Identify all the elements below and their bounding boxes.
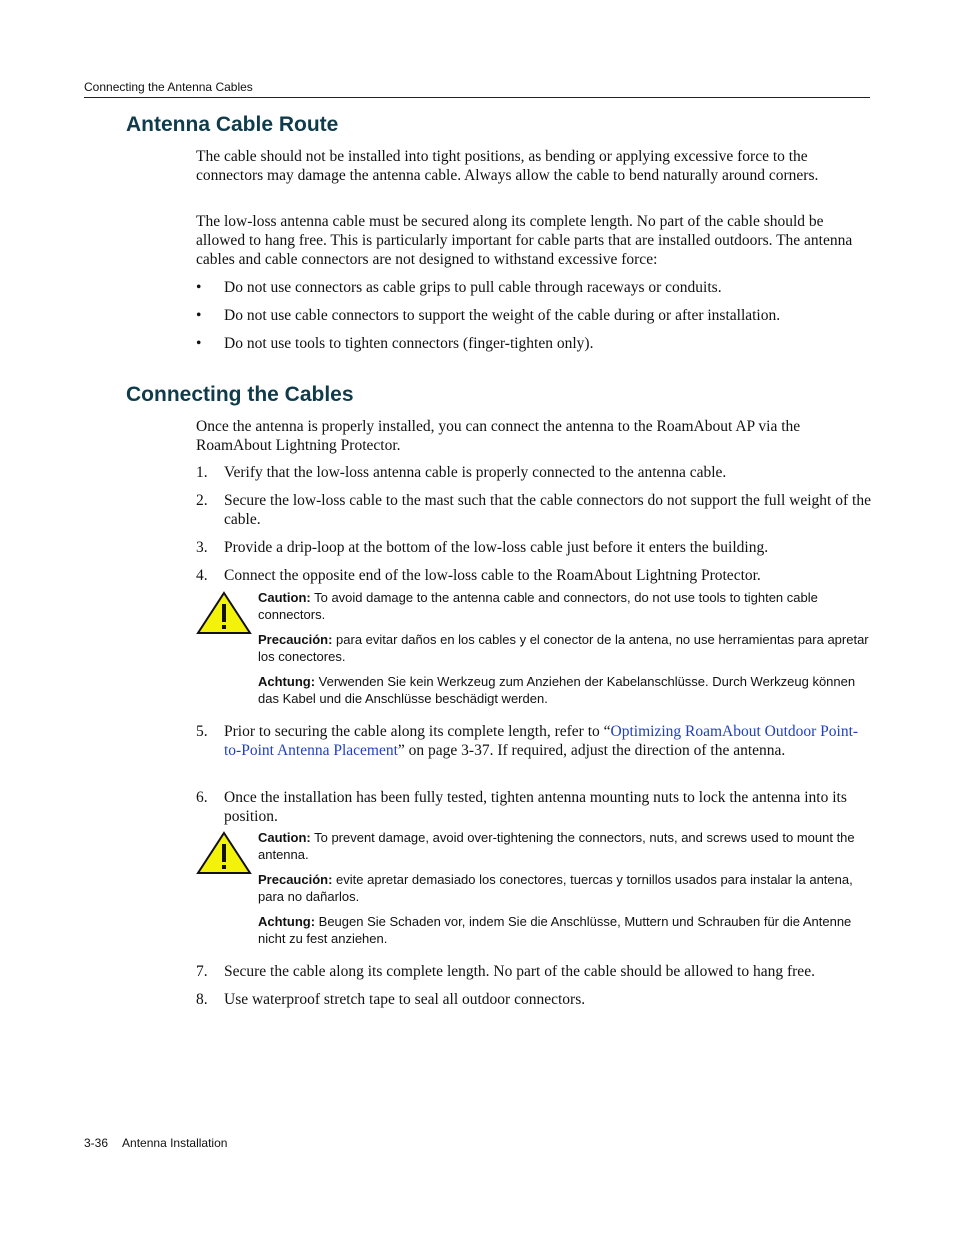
step-item xyxy=(196,491,872,529)
step-item xyxy=(196,566,872,585)
caution-english xyxy=(258,589,872,623)
bullet-marker: • xyxy=(196,307,202,324)
caution-label: Precaución: xyxy=(258,632,333,647)
caution-text: To avoid damage to the antenna cable and connectors, do not use tools to tighten cable connectors. xyxy=(258,590,818,622)
paragraph: The cable should not be installed into tight positions, as bending or applying excessive force to the connectors may damage the antenna cable. Always allow the cable to bend naturally around corners. xyxy=(196,148,819,184)
caution-label: Achtung: xyxy=(258,914,316,929)
step-number: 5. xyxy=(196,723,208,740)
caution-spanish xyxy=(258,631,872,665)
caution-text: Beugen Sie Schaden vor, indem Sie die Anschlüsse, Muttern und Schrauben für die Antenne nicht zu fest anziehen. xyxy=(258,914,852,946)
step-number: 6. xyxy=(196,789,208,806)
warning-triangle-icon xyxy=(196,831,252,875)
caution-text: evite apretar demasiado los conectores, tuercas y tornillos usados para instalar la antena, para no dañarlos. xyxy=(258,872,853,904)
caution-text: Verwenden Sie kein Werkzeug zum Anziehen der Kabelanschlüsse. Durch Werkzeug können das Kabel und die Anschlüsse beschädigt werden. xyxy=(258,674,856,706)
step-item xyxy=(196,788,872,826)
header-rule xyxy=(84,97,870,98)
bullet-marker: • xyxy=(196,335,202,352)
step-item xyxy=(196,990,872,1009)
running-header: Connecting the Antenna Cables xyxy=(84,80,253,94)
step-number: 3. xyxy=(196,539,208,556)
step-number: 4. xyxy=(196,567,208,584)
bullet-text: Do not use connectors as cable grips to pull cable through raceways or conduits. xyxy=(224,279,722,296)
step-number: 2. xyxy=(196,492,208,509)
step-item xyxy=(196,538,872,557)
paragraph: Once the antenna is properly installed, you can connect the antenna to the RoamAbout AP via the RoamAbout Lightning Protector. xyxy=(196,418,801,454)
section-heading-antenna-cable-route: Antenna Cable Route xyxy=(126,113,339,136)
warning-triangle-icon xyxy=(196,591,252,635)
step-text: Prior to securing the cable along its complete length, refer to “Optimizing RoamAbout Outdoor Point-to-Point Antenna Placement” on page 3-37. If required, adjust the direction of the antenna. xyxy=(224,723,859,759)
caution-notice xyxy=(196,829,872,947)
caution-label: Caution: xyxy=(258,830,311,845)
caution-label: Caution: xyxy=(258,590,311,605)
bullet-text: Do not use tools to tighten connectors (finger-tighten only). xyxy=(224,335,594,352)
step-text: Use waterproof stretch tape to seal all outdoor connectors. xyxy=(224,991,586,1008)
page-number: 3-36 xyxy=(84,1136,109,1150)
step-item xyxy=(196,463,872,482)
caution-text: To prevent damage, avoid over-tightening the connectors, nuts, and screws used to mount the antenna. xyxy=(258,830,855,862)
cross-reference-link[interactable]: Optimizing RoamAbout Outdoor Point-to-Point Antenna Placement xyxy=(224,723,859,759)
caution-label: Precaución: xyxy=(258,872,333,887)
step-number: 1. xyxy=(196,464,208,481)
caution-german xyxy=(258,673,872,707)
bullet-marker: • xyxy=(196,279,202,296)
section-heading-connecting-the-cables: Connecting the Cables xyxy=(126,383,354,406)
step-text: Secure the cable along its complete length. No part of the cable should be allowed to hang free. xyxy=(224,963,815,980)
caution-text: para evitar daños en los cables y el conector de la antena, no use herramientas para apretar los conectores. xyxy=(258,632,869,664)
chapter-title: Antenna Installation xyxy=(122,1136,228,1150)
caution-label: Achtung: xyxy=(258,674,316,689)
caution-english xyxy=(258,829,872,863)
caution-notice xyxy=(196,589,872,707)
step-text: Secure the low-loss cable to the mast such that the cable connectors do not support the full weight of the cable. xyxy=(224,492,871,528)
bullet-item xyxy=(196,334,872,353)
bullet-item xyxy=(196,278,872,297)
bullet-item xyxy=(196,306,872,325)
caution-spanish xyxy=(258,871,872,905)
step-text: Verify that the low-loss antenna cable is properly connected to the antenna cable. xyxy=(224,464,727,481)
step-item xyxy=(196,722,872,760)
page-footer xyxy=(84,1136,227,1150)
step-text: Once the installation has been fully tested, tighten antenna mounting nuts to lock the antenna into its position. xyxy=(224,789,847,825)
step-text: Connect the opposite end of the low-loss cable to the RoamAbout Lightning Protector. xyxy=(224,567,761,584)
step-text: Provide a drip-loop at the bottom of the low-loss cable just before it enters the building. xyxy=(224,539,769,556)
bullet-text: Do not use cable connectors to support the weight of the cable during or after installation. xyxy=(224,307,781,324)
caution-german xyxy=(258,913,872,947)
step-item xyxy=(196,962,872,981)
step-number: 8. xyxy=(196,991,208,1008)
step-number: 7. xyxy=(196,963,208,980)
paragraph: The low-loss antenna cable must be secured along its complete length. No part of the cable should be allowed to hang free. This is particularly important for cable parts that are installed outdoors. The antenna cables and cable connectors are not designed to withstand excessive force: xyxy=(196,213,853,268)
